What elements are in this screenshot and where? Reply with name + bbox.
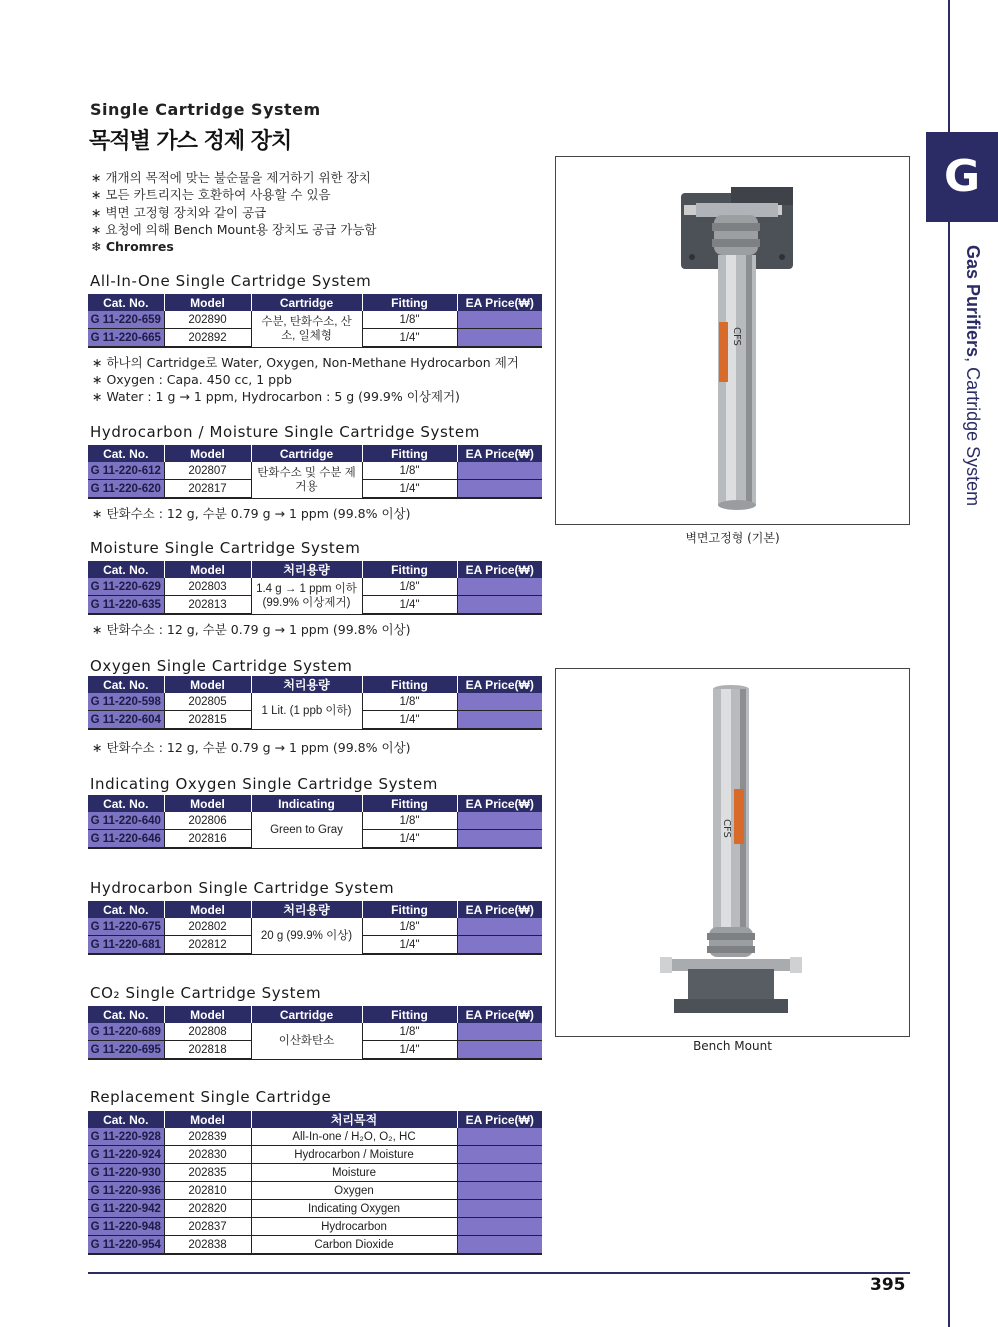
chapter-tab[interactable]: G [926, 132, 998, 222]
table-title: Hydrocarbon Single Cartridge System [90, 879, 395, 897]
spec-table [88, 676, 542, 730]
column-header: Fitting [362, 676, 457, 693]
column-header: Model [164, 901, 251, 918]
spec-description: 이산화탄소 [251, 1023, 362, 1059]
table-row [88, 1164, 542, 1182]
spec-description: 탄화수소 및 수분 제거용 [251, 462, 362, 498]
cat-no[interactable]: G 11-220-930 [88, 1164, 164, 1182]
table-row [88, 1128, 542, 1146]
price[interactable] [457, 329, 542, 348]
column-header: EA Price(₩) [457, 676, 542, 693]
cat-no[interactable]: G 11-220-948 [88, 1218, 164, 1236]
model: 202816 [164, 830, 251, 849]
table-row [88, 462, 542, 480]
price[interactable] [457, 1023, 542, 1041]
table-header [88, 294, 542, 311]
footer-rule [88, 1272, 910, 1274]
model: 202837 [164, 1218, 251, 1236]
purpose: Hydrocarbon / Moisture [251, 1146, 457, 1164]
table-notes [92, 505, 410, 522]
intro-list [91, 169, 377, 255]
bench-mount-photo [555, 668, 910, 1037]
cat-no[interactable]: G 11-220-665 [88, 329, 164, 348]
model: 202839 [164, 1128, 251, 1146]
price[interactable] [457, 1146, 542, 1164]
model: 202803 [164, 578, 251, 596]
model: 202820 [164, 1200, 251, 1218]
column-header: 처리목적 [251, 1111, 457, 1128]
table-row [88, 1023, 542, 1041]
cat-no[interactable]: G 11-220-695 [88, 1041, 164, 1060]
table-title: CO₂ Single Cartridge System [90, 984, 322, 1002]
column-header: Fitting [362, 1006, 457, 1023]
column-header: Cat. No. [88, 1006, 164, 1023]
column-header: EA Price(₩) [457, 1111, 542, 1128]
column-header: Cat. No. [88, 795, 164, 812]
model: 202802 [164, 918, 251, 936]
column-header: Cartridge [251, 445, 362, 462]
table-row [88, 578, 542, 596]
model: 202890 [164, 311, 251, 329]
spec-description: 1.4 g → 1 ppm 이하 (99.9% 이상제거) [251, 578, 362, 614]
column-header: Cat. No. [88, 561, 164, 578]
table-title: All-In-One Single Cartridge System [90, 272, 372, 290]
chapter-label-bold: Gas Purifiers [963, 245, 983, 358]
purpose: Carbon Dioxide [251, 1236, 457, 1255]
column-header: Model [164, 561, 251, 578]
model: 202805 [164, 693, 251, 711]
spec-table [88, 1006, 542, 1060]
table-row [88, 812, 542, 830]
page-number: 395 [870, 1275, 906, 1295]
fitting: 1/4" [362, 329, 457, 348]
cat-no[interactable]: G 11-220-936 [88, 1182, 164, 1200]
table-title: Hydrocarbon / Moisture Single Cartridge System [90, 423, 480, 441]
table-notes [92, 354, 519, 405]
column-header: Model [164, 1111, 251, 1128]
price[interactable] [457, 1164, 542, 1182]
model: 202817 [164, 480, 251, 499]
column-header: EA Price(₩) [457, 795, 542, 812]
column-header: Fitting [362, 561, 457, 578]
cat-no[interactable]: G 11-220-928 [88, 1128, 164, 1146]
cat-no[interactable]: G 11-220-681 [88, 936, 164, 955]
column-header: Model [164, 795, 251, 812]
spec-table [88, 561, 542, 615]
spec-table [88, 901, 542, 955]
model: 202838 [164, 1236, 251, 1255]
note-line: ∗ 탄화수소 : 12 g, 수분 0.79 g → 1 ppm (99.8% 이상) [92, 740, 411, 755]
fitting: 1/8" [362, 462, 457, 480]
column-header: Cat. No. [88, 294, 164, 311]
purpose: Hydrocarbon [251, 1218, 457, 1236]
fitting: 1/8" [362, 311, 457, 329]
intro-item: ∗ 벽면 고정형 장치와 같이 공급 [91, 204, 267, 220]
cat-no[interactable]: G 11-220-598 [88, 693, 164, 711]
table-header [88, 445, 542, 462]
column-header: EA Price(₩) [457, 445, 542, 462]
wall-mount-photo [555, 156, 910, 525]
fitting: 1/4" [362, 936, 457, 955]
spec-table [88, 445, 542, 499]
spec-description: 20 g (99.9% 이상) [251, 918, 362, 954]
cat-no[interactable]: G 11-220-689 [88, 1023, 164, 1041]
intro-brand: ❄ Chromres [91, 239, 174, 255]
model: 202807 [164, 462, 251, 480]
column-header: 처리용량 [251, 901, 362, 918]
cat-no[interactable]: G 11-220-635 [88, 596, 164, 615]
fitting: 1/8" [362, 1023, 457, 1041]
table-header [88, 1111, 542, 1128]
table-notes [92, 739, 410, 756]
wall-mount-caption: 벽면고정형 (기본) [685, 531, 780, 545]
column-header: Cartridge [251, 1006, 362, 1023]
table-header [88, 561, 542, 578]
bench-mount-caption: Bench Mount [693, 1039, 772, 1053]
price[interactable] [457, 693, 542, 711]
model: 202830 [164, 1146, 251, 1164]
column-header: Fitting [362, 901, 457, 918]
note-line: ∗ 탄화수소 : 12 g, 수분 0.79 g → 1 ppm (99.8% 이상) [92, 506, 411, 521]
table-row [88, 918, 542, 936]
column-header: Fitting [362, 445, 457, 462]
column-header: Cat. No. [88, 676, 164, 693]
section-title-en: Single Cartridge System [90, 100, 321, 119]
price[interactable] [457, 918, 542, 936]
column-header: EA Price(₩) [457, 294, 542, 311]
model: 202818 [164, 1041, 251, 1060]
price[interactable] [457, 480, 542, 499]
wall-mount-illustration [556, 157, 909, 524]
table-header [88, 795, 542, 812]
column-header: EA Price(₩) [457, 1006, 542, 1023]
table-header [88, 676, 542, 693]
cat-no[interactable]: G 11-220-675 [88, 918, 164, 936]
purpose: Moisture [251, 1164, 457, 1182]
price[interactable] [457, 711, 542, 730]
fitting: 1/4" [362, 596, 457, 615]
price[interactable] [457, 311, 542, 329]
intro-item: ∗ 모든 카트리지는 호환하여 사용할 수 있음 [91, 187, 331, 203]
table-row [88, 693, 542, 711]
purpose: Indicating Oxygen [251, 1200, 457, 1218]
svg-text:CFS: CFS [721, 819, 732, 838]
table-row [88, 1200, 542, 1218]
model: 202892 [164, 329, 251, 348]
fitting: 1/8" [362, 812, 457, 830]
table-row [88, 311, 542, 329]
fitting: 1/8" [362, 693, 457, 711]
price[interactable] [457, 1236, 542, 1255]
table-title: Moisture Single Cartridge System [90, 539, 361, 557]
table-header [88, 901, 542, 918]
price[interactable] [457, 596, 542, 615]
table-title: Replacement Single Cartridge [90, 1088, 332, 1106]
model: 202815 [164, 711, 251, 730]
purpose: All-In-one / H₂O, O₂, HC [251, 1128, 457, 1146]
model: 202808 [164, 1023, 251, 1041]
bench-mount-illustration [556, 669, 909, 1036]
cat-no[interactable]: G 11-220-640 [88, 812, 164, 830]
fitting: 1/4" [362, 480, 457, 499]
column-header: EA Price(₩) [457, 561, 542, 578]
column-header: Cat. No. [88, 901, 164, 918]
column-header: Model [164, 676, 251, 693]
fitting: 1/8" [362, 578, 457, 596]
chapter-label-rest: , Cartridge System [963, 357, 983, 507]
note-line: ∗ Oxygen : Capa. 450 cc, 1 ppb [92, 372, 292, 387]
column-header: Cat. No. [88, 445, 164, 462]
price[interactable] [457, 1218, 542, 1236]
column-header: Model [164, 1006, 251, 1023]
cat-no[interactable]: G 11-220-612 [88, 462, 164, 480]
column-header: 처리용량 [251, 561, 362, 578]
price[interactable] [457, 812, 542, 830]
model: 202813 [164, 596, 251, 615]
intro-item: ∗ 요청에 의해 Bench Mount용 장치도 공급 가능함 [91, 221, 377, 237]
cat-no[interactable]: G 11-220-620 [88, 480, 164, 499]
column-header: Model [164, 294, 251, 311]
table-row [88, 1182, 542, 1200]
price[interactable] [457, 1200, 542, 1218]
cat-no[interactable]: G 11-220-604 [88, 711, 164, 730]
price[interactable] [457, 830, 542, 849]
column-header: Cartridge [251, 294, 362, 311]
spec-description: 수분, 탄화수소, 산소, 일체형 [251, 311, 362, 347]
price[interactable] [457, 1041, 542, 1060]
price[interactable] [457, 578, 542, 596]
table-title: Indicating Oxygen Single Cartridge System [90, 775, 438, 793]
note-line: ∗ Water : 1 g → 1 ppm, Hydrocarbon : 5 g (99.9% 이상제거) [92, 389, 460, 404]
price[interactable] [457, 936, 542, 955]
cat-no[interactable]: G 11-220-659 [88, 311, 164, 329]
price[interactable] [457, 462, 542, 480]
column-header: Fitting [362, 294, 457, 311]
model: 202812 [164, 936, 251, 955]
column-header: Fitting [362, 795, 457, 812]
spec-table [88, 795, 542, 849]
fitting: 1/4" [362, 711, 457, 730]
column-header: Indicating [251, 795, 362, 812]
column-header: 처리용량 [251, 676, 362, 693]
svg-text:CFS: CFS [731, 327, 742, 346]
intro-item: ∗ 개개의 목적에 맞는 불순물을 제거하기 위한 장치 [91, 170, 371, 185]
table-title: Oxygen Single Cartridge System [90, 657, 353, 675]
section-title-ko: 목적별 가스 정제 장치 [89, 129, 292, 154]
replacement-table [88, 1111, 542, 1255]
chapter-label [962, 245, 983, 506]
price[interactable] [457, 1128, 542, 1146]
cat-no[interactable]: G 11-220-646 [88, 830, 164, 849]
note-line: ∗ 탄화수소 : 12 g, 수분 0.79 g → 1 ppm (99.8% 이상) [92, 622, 411, 637]
column-header: Cat. No. [88, 1111, 164, 1128]
table-row [88, 1218, 542, 1236]
fitting: 1/8" [362, 918, 457, 936]
spec-table [88, 294, 542, 348]
note-line: ∗ 하나의 Cartridge로 Water, Oxygen, Non-Methane Hydrocarbon 제거 [92, 355, 519, 370]
fitting: 1/4" [362, 1041, 457, 1060]
table-notes [92, 621, 410, 638]
model: 202835 [164, 1164, 251, 1182]
column-header: Model [164, 445, 251, 462]
table-row [88, 1146, 542, 1164]
cat-no[interactable]: G 11-220-924 [88, 1146, 164, 1164]
table-header [88, 1006, 542, 1023]
model: 202810 [164, 1182, 251, 1200]
cat-no[interactable]: G 11-220-954 [88, 1236, 164, 1255]
model: 202806 [164, 812, 251, 830]
purpose: Oxygen [251, 1182, 457, 1200]
cat-no[interactable]: G 11-220-942 [88, 1200, 164, 1218]
spec-description: 1 Lit. (1 ppb 이하) [251, 693, 362, 729]
spec-description: Green to Gray [251, 812, 362, 848]
fitting: 1/4" [362, 830, 457, 849]
column-header: EA Price(₩) [457, 901, 542, 918]
price[interactable] [457, 1182, 542, 1200]
table-row [88, 1236, 542, 1255]
cat-no[interactable]: G 11-220-629 [88, 578, 164, 596]
